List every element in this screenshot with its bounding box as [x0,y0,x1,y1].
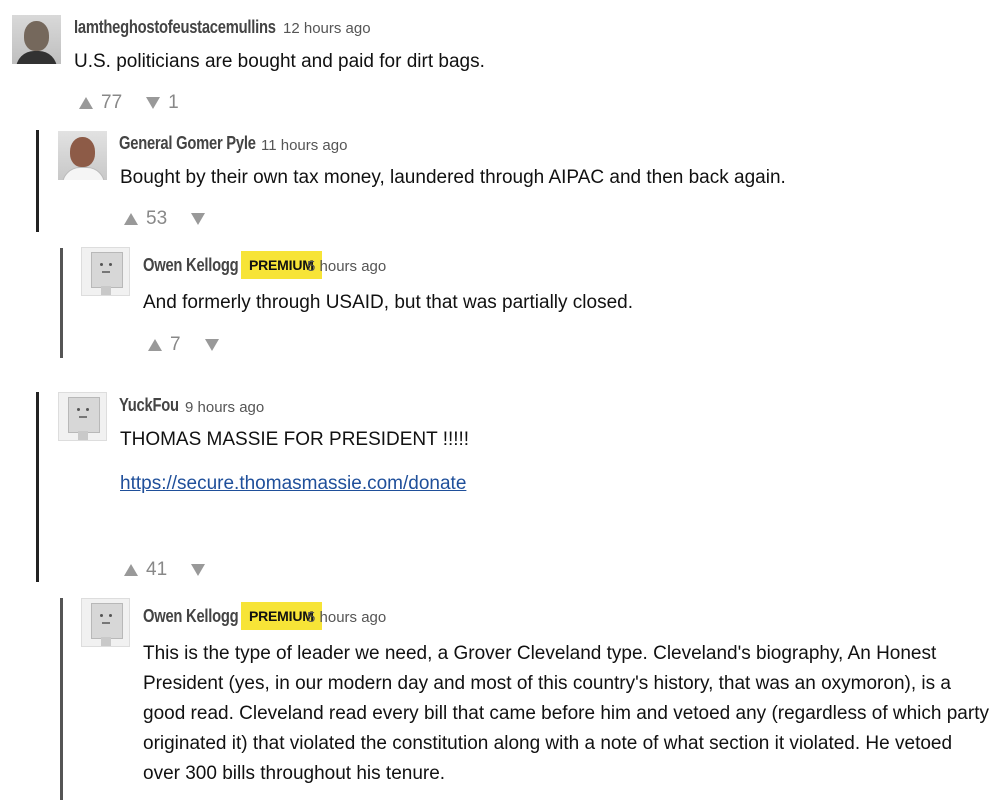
avatar-neck [78,431,88,441]
comment-time: 5 hours ago [307,258,387,275]
upvote-icon[interactable] [79,97,93,109]
upvote-count: 41 [146,559,168,580]
avatar-eye [109,263,112,266]
downvote-count: 1 [168,92,179,113]
comment-text: THOMAS MASSIE FOR PRESIDENT !!!!! [120,429,470,450]
comment-4 [0,390,1002,590]
upvote-icon[interactable] [148,339,162,351]
avatar-eye [109,614,112,617]
comment-author[interactable]: Iamtheghostofeustacemullins [74,17,276,37]
comment-author[interactable]: YuckFou [119,395,179,415]
avatar-eye [77,408,80,411]
comment-text: And formerly through USAID, but that was partially closed. [143,292,634,313]
downvote-icon[interactable] [146,97,160,109]
comment-1 [0,0,1002,120]
comment-author[interactable]: General Gomer Pyle [119,133,256,153]
avatar[interactable] [81,247,130,296]
avatar-mouth [102,271,110,273]
upvote-count: 53 [146,208,168,229]
avatar[interactable] [81,598,130,647]
avatar[interactable] [12,15,61,64]
premium-badge: PREMIUM [241,251,322,279]
avatar-eye [100,263,103,266]
downvote-icon[interactable] [191,213,205,225]
premium-badge: PREMIUM [241,602,322,630]
comment-3 [0,245,1002,365]
upvote-count: 77 [101,92,123,113]
comment-author[interactable]: Owen Kellogg [143,606,239,626]
vote-bar [124,208,205,230]
avatar-neck [101,286,111,296]
downvote-icon[interactable] [191,564,205,576]
avatar-face [70,137,95,167]
upvote-count: 7 [170,334,181,355]
comment-time: 11 hours ago [261,137,348,154]
vote-bar [148,334,219,356]
comment-5 [0,596,1002,800]
comment-text: Bought by their own tax money, laundered through AIPAC and then back again. [120,167,786,188]
vote-bar [79,92,179,114]
downvote-icon[interactable] [205,339,219,351]
comment-author[interactable]: Owen Kellogg [143,255,239,275]
donate-link[interactable]: https://secure.thomasmassie.com/donate [120,473,467,494]
upvote-icon[interactable] [124,564,138,576]
avatar-eye [86,408,89,411]
comment-text: U.S. politicians are bought and paid for dirt bags. [74,51,485,72]
avatar[interactable] [58,131,107,180]
avatar-shoulders [16,51,57,64]
avatar[interactable] [58,392,107,441]
vote-bar [124,559,205,581]
comment-time: 5 hours ago [307,609,387,626]
comment-time: 12 hours ago [283,20,371,37]
bag-avatar-icon [91,252,123,288]
bag-avatar-icon [68,397,100,433]
bag-avatar-icon [91,603,123,639]
avatar-shoulders [62,167,105,180]
avatar-mouth [102,622,110,624]
avatar-neck [101,637,111,647]
avatar-face [24,21,49,51]
comment-2 [0,120,1002,240]
avatar-eye [100,614,103,617]
comment-text: This is the type of leader we need, a Grover Cleveland type. Cleveland's biography, An Honest President (yes, in our modern day and most of this country's history, that was an oxymoron), is a good read. Cleveland read every bill that came before him and vetoed any (regardless of which party originated it) that violated the constitution along with a note of what section it violated. He vetoed over 300 bills throughout his tenure. [143,643,989,784]
comment-time: 9 hours ago [185,399,265,416]
upvote-icon[interactable] [124,213,138,225]
avatar-mouth [79,416,87,418]
